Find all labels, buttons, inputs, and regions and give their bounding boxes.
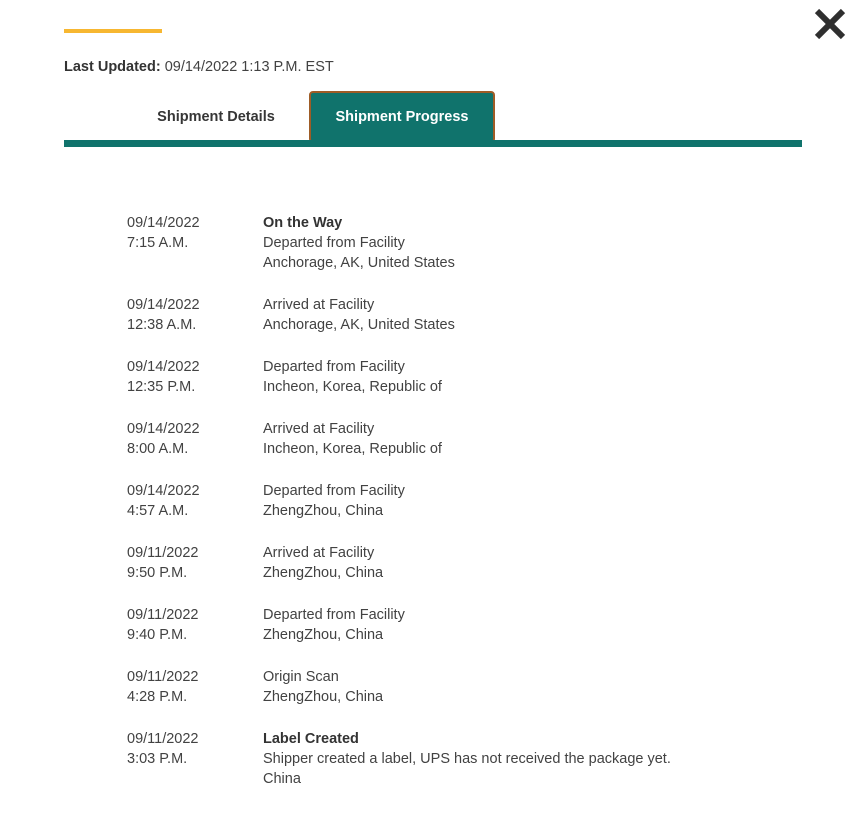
event-when — [127, 295, 263, 335]
shipment-events-list — [127, 213, 671, 811]
event-detail-line: ZhengZhou, China — [263, 503, 384, 519]
last-updated-line — [64, 58, 334, 76]
event-status: Departed from Facility — [263, 483, 405, 499]
event-info — [263, 605, 405, 645]
event-info — [263, 481, 405, 521]
event-detail-line: Anchorage, AK, United States — [263, 255, 455, 271]
event-date: 09/14/2022 — [127, 297, 200, 313]
event-date: 09/11/2022 — [127, 545, 199, 561]
event-when — [127, 605, 263, 645]
event-when — [127, 357, 263, 397]
event-when — [127, 419, 263, 459]
event-detail-line: Incheon, Korea, Republic of — [263, 379, 442, 395]
close-button[interactable] — [808, 2, 852, 46]
event-time: 4:28 P.M. — [127, 689, 188, 705]
tab-shipment-progress[interactable]: Shipment Progress — [309, 91, 495, 143]
event-status: Arrived at Facility — [263, 297, 375, 313]
last-updated-label: Last Updated: — [64, 59, 161, 75]
event-date: 09/14/2022 — [127, 359, 200, 375]
event-info — [263, 419, 442, 459]
event-time: 12:35 P.M. — [127, 379, 196, 395]
event-detail-line: ZhengZhou, China — [263, 565, 384, 581]
event-status: Arrived at Facility — [263, 545, 375, 561]
event-detail-line: Shipper created a label, UPS has not received the package yet. — [263, 751, 671, 767]
close-icon — [813, 7, 847, 41]
event-status: Origin Scan — [263, 669, 339, 685]
event-date: 09/11/2022 — [127, 669, 199, 685]
event-when — [127, 667, 263, 707]
last-updated-value: 09/14/2022 1:13 P.M. EST — [164, 59, 334, 75]
event-status: Departed from Facility — [263, 359, 405, 375]
event-info — [263, 667, 383, 707]
event-info — [263, 357, 442, 397]
event-when — [127, 729, 263, 789]
event-detail-line: ZhengZhou, China — [263, 689, 384, 705]
event-time: 9:50 P.M. — [127, 565, 188, 581]
event-time: 9:40 P.M. — [127, 627, 188, 643]
event-info — [263, 729, 671, 789]
event-time: 3:03 P.M. — [127, 751, 188, 767]
tab-shipment-details[interactable]: Shipment Details — [123, 91, 309, 143]
event-detail-line: Anchorage, AK, United States — [263, 317, 455, 333]
shipment-event-row — [127, 667, 671, 707]
event-status: On the Way — [263, 215, 343, 231]
event-when — [127, 213, 263, 273]
event-detail-line: Departed from Facility — [263, 235, 405, 251]
gold-accent-divider — [64, 29, 162, 33]
event-info — [263, 213, 455, 273]
event-time: 12:38 A.M. — [127, 317, 197, 333]
event-status: Label Created — [263, 731, 359, 747]
event-status: Arrived at Facility — [263, 421, 375, 437]
shipment-event-row — [127, 295, 671, 335]
event-date: 09/14/2022 — [127, 421, 200, 437]
event-date: 09/11/2022 — [127, 607, 199, 623]
shipment-event-row — [127, 419, 671, 459]
shipment-event-row — [127, 729, 671, 789]
event-date: 09/14/2022 — [127, 215, 200, 231]
shipment-event-row — [127, 481, 671, 521]
event-info — [263, 295, 455, 335]
event-detail-line: ZhengZhou, China — [263, 627, 384, 643]
event-time: 8:00 A.M. — [127, 441, 189, 457]
event-time: 7:15 A.M. — [127, 235, 189, 251]
event-time: 4:57 A.M. — [127, 503, 189, 519]
shipment-event-row — [127, 605, 671, 645]
event-status: Departed from Facility — [263, 607, 405, 623]
event-info — [263, 543, 383, 583]
event-date: 09/14/2022 — [127, 483, 200, 499]
teal-underline-bar — [64, 140, 802, 147]
event-detail-line: China — [263, 771, 301, 787]
shipment-event-row — [127, 213, 671, 273]
shipment-event-row — [127, 357, 671, 397]
event-date: 09/11/2022 — [127, 731, 199, 747]
event-when — [127, 543, 263, 583]
event-when — [127, 481, 263, 521]
event-detail-line: Incheon, Korea, Republic of — [263, 441, 442, 457]
shipment-event-row — [127, 543, 671, 583]
